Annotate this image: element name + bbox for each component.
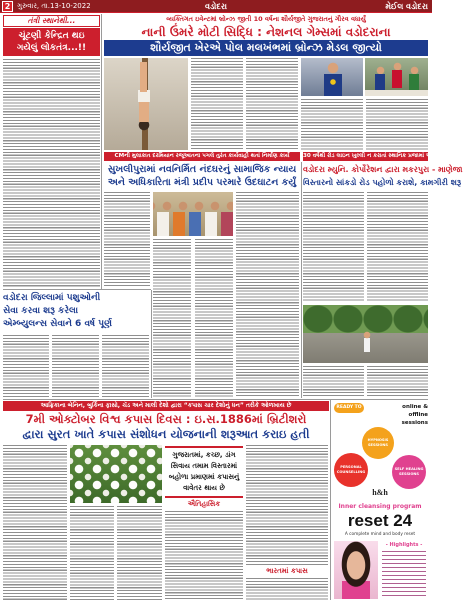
column-rule: [301, 162, 302, 398]
issue-date: ગુરુવાર, તા.13-10-2022: [17, 2, 91, 10]
road-widening-photo: [303, 305, 428, 363]
newspaper-brand: મેઈલ વડોદરા: [385, 2, 428, 11]
strap-left: CMની મુલાકાત દરમિયાન રજૂઆતના પગલે તુરંત કાર્યવાહી થતાં નિર્માણ કાર્ય: [104, 152, 300, 161]
cotton-body-text: [246, 445, 328, 565]
road-headline-line2: વિસ્તારનો સાંકડો રોડ પહોળો કરાશે, કામગીરી શરૂ: [303, 178, 462, 187]
podium-group-photo: [365, 58, 428, 96]
ad-subtitle: A complete mind and body reset: [344, 532, 416, 537]
cotton-body-text: [70, 506, 114, 600]
ambulance-headline: [3, 292, 148, 332]
editorial-headline: [3, 28, 100, 56]
ad-session-mode: [386, 403, 428, 429]
editorial-section-label: તંત્રી સ્થાનેથી...: [3, 15, 100, 27]
edition-name: વડોદરા: [205, 2, 227, 11]
subhead-india-cotton: ભારતમાં કપાસ: [266, 567, 308, 575]
section-rule: [3, 399, 428, 400]
column-rule: [101, 14, 102, 289]
road-body-text: [303, 366, 364, 397]
road-headline-line1: વડોદરા મ્યુનિ. કોર્પોરેશન દ્વારા મકરપુરા - માણેજા: [303, 165, 463, 174]
nandghar-headline-line1: સુખલીપુરામાં નવનિર્મિત નંદઘરનું સામાજિક ન્યાય: [107, 164, 297, 175]
ad-highlights-heading: - Highlights -: [385, 542, 423, 548]
editorial-body-text: [3, 59, 100, 287]
pullquote-line: ગુજરાતમાં, કચ્છ, ડાંગ: [172, 451, 236, 459]
self-healing-circle: [392, 455, 426, 489]
cotton-body-text: [117, 506, 162, 600]
circle-label: SESSIONS: [367, 443, 389, 447]
road-body-text: [367, 192, 428, 302]
wellness-advertisement: [332, 401, 428, 600]
pullquote-line: સિવાય તમામ વિસ્તારમાં: [170, 462, 238, 470]
ad-title: reset 24: [347, 511, 413, 530]
inauguration-event-photo: [153, 192, 233, 236]
lead-story-body-text: [246, 58, 298, 150]
editorial-headline-line: ચૂંટણી કેન્દ્રિત થઇ: [18, 31, 85, 41]
cotton-body-text: [3, 445, 67, 600]
presenter-photo: [334, 541, 378, 599]
pullquote-line: બહોળા પ્રમાણમાં કપાસનું: [168, 473, 240, 481]
medal-winner-photo: [301, 58, 363, 96]
ad-program-name: Inner cleansing program: [338, 503, 422, 510]
column-rule: [330, 400, 331, 600]
subhead-history: ઐતિહાસિક: [187, 500, 221, 508]
column-rule: [151, 290, 152, 398]
nandghar-headline-line2: અને અધિકારિતા મંત્રી પ્રદીપ પરમારે ઉદઘાટન કર્યું: [107, 177, 297, 188]
nandghar-body-text: [236, 192, 299, 397]
road-body-text: [367, 366, 428, 397]
ambulance-headline-line: વડોદરા જિલ્લામાં પશુઓની: [3, 293, 101, 303]
ad-session-mode-line: sessions: [401, 420, 428, 426]
lead-story-headline-line2: શૌર્યજીત ખેરએ પોલ મલખંભમાં બ્રોન્ઝ મેડલ જીત્યો: [104, 40, 428, 56]
strap-right: 30 વર્ષથી રોડ લાઇન ખુલ્લી ન કરાતાં સ્થાનિક પ્રજામાં આક્રોશ ફેલાયો હતો: [303, 153, 471, 159]
ad-tag: READY TO: [334, 403, 364, 413]
circle-label: COUNSELLING: [336, 470, 366, 474]
cotton-pullquote: [165, 446, 243, 498]
ad-session-mode-line: offline: [408, 412, 428, 418]
mallakhamb-pole-photo: [104, 58, 188, 150]
nandghar-body-text: [104, 192, 150, 287]
section-rule: [3, 289, 151, 290]
ambulance-body-text: [102, 335, 149, 397]
cotton-banner: આફ્રિકાના બેનિન, બુર્કિના ફાસો, ચૅડ અને માલી દેશો દ્વારા “કપાસ ચાર દેશોનું ધન” તરીકે ઓળખાય છે: [3, 401, 329, 411]
lead-story-headline-line1: નાની ઉંમરે મોટી સિદ્ધિ : નેશનલ ગેમ્સમાં વડોદરાના: [141, 25, 391, 39]
ambulance-headline-line: એમ્બ્યુલન્સ સેવાને 6 વર્ષ પૂર્ણ: [3, 319, 112, 329]
ad-highlights-list: [382, 551, 426, 598]
nandghar-body-text: [153, 239, 191, 397]
page-number: 2: [2, 1, 13, 12]
circle-label: SELF HEALING: [394, 467, 424, 472]
pullquote-line: વાવેતર થાય છે: [183, 484, 225, 492]
cotton-body-text: [165, 511, 243, 600]
ambulance-body-text: [52, 335, 99, 397]
lead-story-body-text: [301, 99, 363, 150]
ambulance-body-text: [3, 335, 49, 397]
lead-story-body-text: [191, 58, 243, 150]
hypnosis-circle: [362, 427, 394, 459]
cotton-field-photo: [70, 445, 162, 503]
lead-story-kicker: વ્યક્તિગત ઇવેન્ટમાં બ્રોન્ઝ જીતી 10 વર્ષના શૌર્યજીતે ગુજરાતનું ગૌરવ વધાર્યું: [166, 15, 366, 23]
cotton-body-text: [246, 578, 328, 600]
nandghar-body-text: [195, 239, 233, 397]
cotton-headline-line1: 7મી ઓક્ટોબર વિશ્વ કપાસ દિવસ : ઇ.સ.1886માં બ્રિટીશરો: [25, 412, 307, 426]
circle-label: SESSIONS: [398, 472, 420, 476]
circle-label: PERSONAL: [340, 465, 362, 470]
editorial-headline-line: ગયેલું લોકતંત્ર...!!: [16, 43, 87, 53]
masthead-bar: [0, 0, 432, 13]
lead-story-body-text: [366, 99, 428, 150]
cotton-headline-line2: દ્વારા સુરત ખાતે કપાસ સંશોધન યોજનાની શરૂઆત કરાઇ હતી: [22, 427, 310, 441]
road-body-text: [303, 192, 364, 302]
circle-label: HYPNOSIS: [367, 438, 389, 443]
counselling-circle: [334, 453, 368, 487]
ad-logo: h&h: [372, 488, 388, 497]
ambulance-headline-line: સેવા કરવા શરૂ કરેલા: [3, 306, 79, 316]
ad-session-mode-line: online &: [402, 404, 428, 410]
